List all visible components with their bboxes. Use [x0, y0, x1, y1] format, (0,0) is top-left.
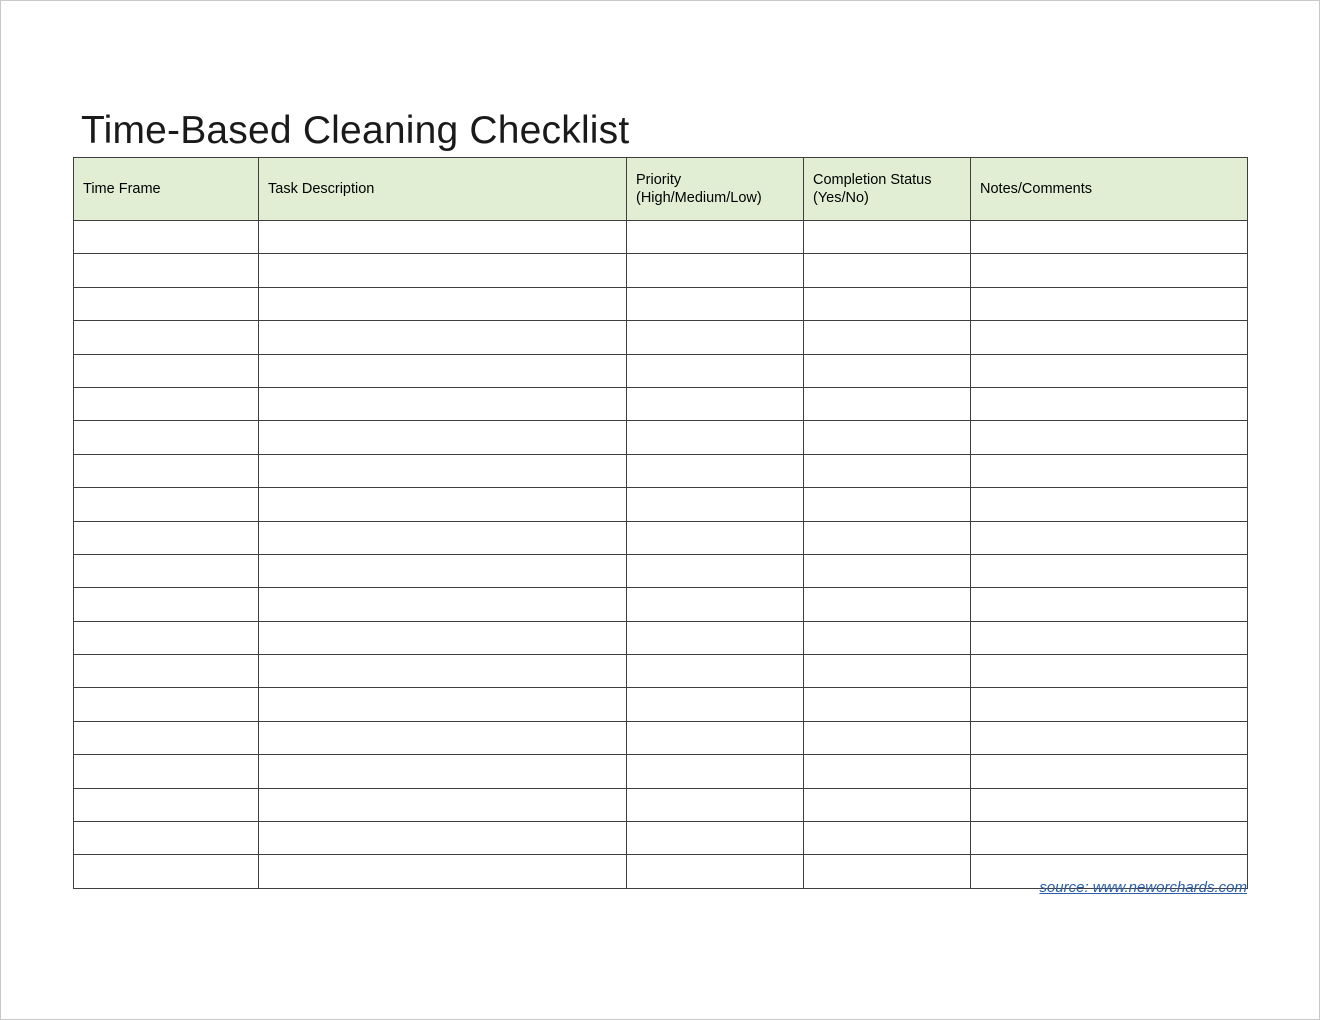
cell-priority[interactable] [627, 688, 804, 721]
cell-time-frame[interactable] [74, 221, 259, 254]
cell-time-frame[interactable] [74, 655, 259, 688]
cell-time-frame[interactable] [74, 387, 259, 420]
cell-notes-comments[interactable] [971, 488, 1248, 521]
cell-notes-comments[interactable] [971, 621, 1248, 654]
table-row [74, 822, 1248, 855]
column-header-line1: Time Frame [83, 180, 161, 197]
cell-task-description[interactable] [259, 688, 627, 721]
cell-task-description[interactable] [259, 321, 627, 354]
cell-priority[interactable] [627, 454, 804, 487]
table-row [74, 287, 1248, 320]
cell-notes-comments[interactable] [971, 354, 1248, 387]
table-row [74, 521, 1248, 554]
cell-time-frame[interactable] [74, 822, 259, 855]
table-row [74, 254, 1248, 287]
cell-completion-status[interactable] [804, 321, 971, 354]
column-header-line2: (High/Medium/Low) [636, 190, 762, 206]
cell-completion-status[interactable] [804, 354, 971, 387]
table-header [74, 158, 1248, 221]
cell-notes-comments[interactable] [971, 554, 1248, 587]
cell-priority[interactable] [627, 788, 804, 821]
cell-completion-status[interactable] [804, 554, 971, 587]
table-row [74, 655, 1248, 688]
table-row [74, 354, 1248, 387]
cell-priority[interactable] [627, 387, 804, 420]
cell-task-description[interactable] [259, 387, 627, 420]
checklist-table [73, 157, 1248, 889]
cell-completion-status[interactable] [804, 287, 971, 320]
column-header-notes-comments [971, 158, 1248, 221]
table-header-row [74, 158, 1248, 221]
cell-priority[interactable] [627, 321, 804, 354]
table-row [74, 421, 1248, 454]
table-row [74, 321, 1248, 354]
cell-completion-status[interactable] [804, 221, 971, 254]
cell-priority[interactable] [627, 254, 804, 287]
cell-task-description[interactable] [259, 822, 627, 855]
table-row [74, 621, 1248, 654]
source-link[interactable]: source: www.neworchards.com [1039, 879, 1247, 896]
cell-priority[interactable] [627, 221, 804, 254]
cell-task-description[interactable] [259, 488, 627, 521]
cell-priority[interactable] [627, 822, 804, 855]
cell-time-frame[interactable] [74, 521, 259, 554]
cell-time-frame[interactable] [74, 287, 259, 320]
column-header-time-frame [74, 158, 259, 221]
cell-notes-comments[interactable] [971, 588, 1248, 621]
cell-completion-status[interactable] [804, 421, 971, 454]
cell-priority[interactable] [627, 521, 804, 554]
cell-time-frame[interactable] [74, 321, 259, 354]
cell-completion-status[interactable] [804, 822, 971, 855]
table-row [74, 488, 1248, 521]
source-note [73, 879, 1247, 896]
table-row [74, 755, 1248, 788]
column-header-line1: Notes/Comments [980, 180, 1093, 197]
column-header-line1: Completion Status [813, 171, 932, 188]
cell-notes-comments[interactable] [971, 655, 1248, 688]
cell-completion-status[interactable] [804, 721, 971, 754]
cell-notes-comments[interactable] [971, 254, 1248, 287]
cell-notes-comments[interactable] [971, 688, 1248, 721]
cell-time-frame[interactable] [74, 788, 259, 821]
cell-notes-comments[interactable] [971, 321, 1248, 354]
cell-time-frame[interactable] [74, 721, 259, 754]
cell-time-frame[interactable] [74, 421, 259, 454]
cell-completion-status[interactable] [804, 655, 971, 688]
cell-task-description[interactable] [259, 554, 627, 587]
cell-notes-comments[interactable] [971, 788, 1248, 821]
cell-notes-comments[interactable] [971, 221, 1248, 254]
cell-priority[interactable] [627, 621, 804, 654]
cell-time-frame[interactable] [74, 755, 259, 788]
table-row [74, 387, 1248, 420]
cell-time-frame[interactable] [74, 688, 259, 721]
cell-task-description[interactable] [259, 521, 627, 554]
cell-task-description[interactable] [259, 221, 627, 254]
cell-notes-comments[interactable] [971, 721, 1248, 754]
cell-priority[interactable] [627, 287, 804, 320]
cell-task-description[interactable] [259, 454, 627, 487]
cell-completion-status[interactable] [804, 688, 971, 721]
cell-completion-status[interactable] [804, 621, 971, 654]
cell-time-frame[interactable] [74, 554, 259, 587]
cell-notes-comments[interactable] [971, 822, 1248, 855]
cell-priority[interactable] [627, 588, 804, 621]
column-header-line2: (Yes/No) [813, 190, 869, 206]
cell-priority[interactable] [627, 421, 804, 454]
table-row [74, 688, 1248, 721]
cell-notes-comments[interactable] [971, 755, 1248, 788]
cell-completion-status[interactable] [804, 254, 971, 287]
table-row [74, 554, 1248, 587]
column-header-completion-status [804, 158, 971, 221]
cell-notes-comments[interactable] [971, 454, 1248, 487]
cell-time-frame[interactable] [74, 454, 259, 487]
cell-task-description[interactable] [259, 788, 627, 821]
cell-notes-comments[interactable] [971, 287, 1248, 320]
cell-completion-status[interactable] [804, 454, 971, 487]
table-row [74, 454, 1248, 487]
cell-priority[interactable] [627, 354, 804, 387]
column-header-line1: Priority [636, 171, 682, 188]
page-title: Time-Based Cleaning Checklist [81, 109, 630, 153]
cell-time-frame[interactable] [74, 488, 259, 521]
cell-completion-status[interactable] [804, 588, 971, 621]
table-row [74, 221, 1248, 254]
cell-task-description[interactable] [259, 655, 627, 688]
cell-time-frame[interactable] [74, 354, 259, 387]
cell-task-description[interactable] [259, 287, 627, 320]
table-row [74, 788, 1248, 821]
table-body [74, 221, 1248, 889]
cell-completion-status[interactable] [804, 488, 971, 521]
cell-notes-comments[interactable] [971, 521, 1248, 554]
cell-task-description[interactable] [259, 621, 627, 654]
table-row [74, 588, 1248, 621]
cell-priority[interactable] [627, 488, 804, 521]
cell-notes-comments[interactable] [971, 387, 1248, 420]
cell-task-description[interactable] [259, 254, 627, 287]
cell-notes-comments[interactable] [971, 421, 1248, 454]
cell-priority[interactable] [627, 755, 804, 788]
cell-task-description[interactable] [259, 755, 627, 788]
table-row [74, 721, 1248, 754]
cell-priority[interactable] [627, 655, 804, 688]
cell-task-description[interactable] [259, 421, 627, 454]
page-content-area [73, 1, 1247, 1019]
column-header-priority [627, 158, 804, 221]
cell-task-description[interactable] [259, 721, 627, 754]
cell-time-frame[interactable] [74, 254, 259, 287]
cell-priority[interactable] [627, 554, 804, 587]
cell-time-frame[interactable] [74, 621, 259, 654]
cell-priority[interactable] [627, 721, 804, 754]
cell-task-description[interactable] [259, 588, 627, 621]
cell-completion-status[interactable] [804, 788, 971, 821]
column-header-task-description [259, 158, 627, 221]
column-header-line1: Task Description [268, 180, 375, 197]
cell-completion-status[interactable] [804, 755, 971, 788]
cell-completion-status[interactable] [804, 521, 971, 554]
cell-task-description[interactable] [259, 354, 627, 387]
cell-completion-status[interactable] [804, 387, 971, 420]
cell-time-frame[interactable] [74, 588, 259, 621]
